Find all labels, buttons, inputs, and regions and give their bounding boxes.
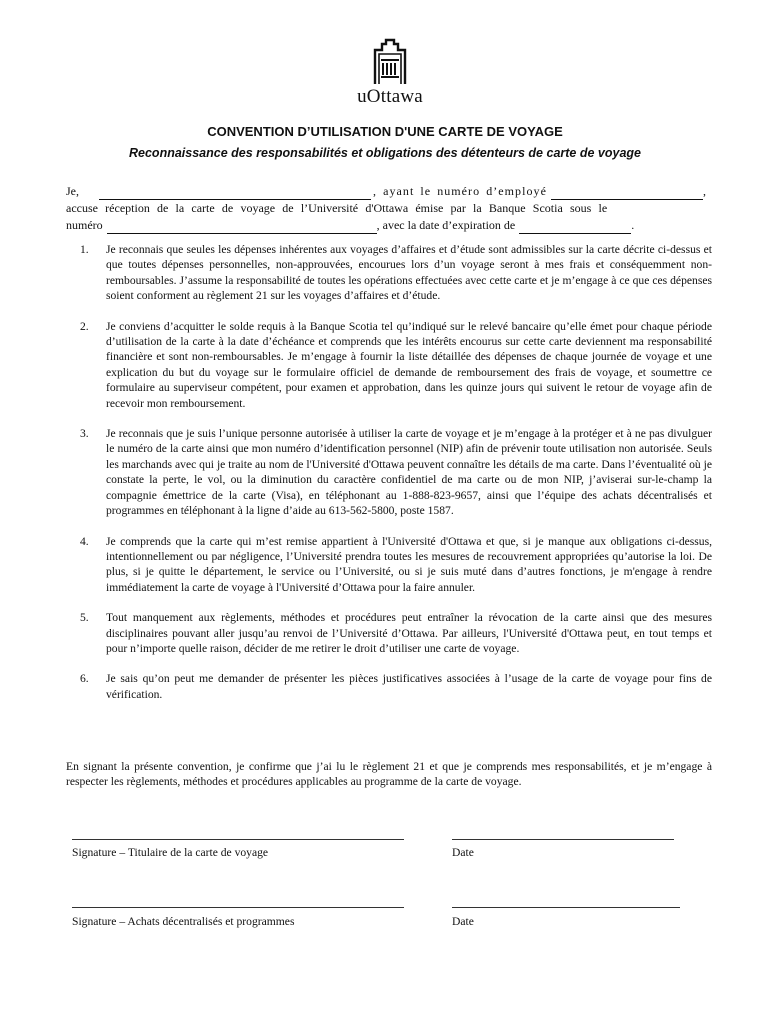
item-text: Je reconnais que je suis l’unique personne autorisée à utiliser la carte de voyage et je m’engage à la protéger et à ne pas divulguer le numéro de la carte ainsi que mon numéro d’identification personnel (NIP) afin de prévenir toute utilisation non autorisée. Seuls les marchands avec qui je traite au nom de l'Université d'Ottawa peuvent connaître les détails de ma carte. Dans l’éventualité où je constate la perte, le vol, ou la diminution du caractère confidentiel de ma carte ou de mon NIP, j’aviserai sur-le-champ la compagnie émettrice de la carte (Visa), en téléphonant au 1-888-823-9657, ainsi que l’équipe des achats décentralisés et programmes en téléphonant à la ligne d’aide au 613-562-5800, poste 1587. — [106, 427, 712, 518]
intro-text-employee: , ayant le numéro d’employé — [373, 184, 547, 198]
cardholder-date-line[interactable] — [452, 839, 674, 840]
item-text: Je comprends que la carte qui m’est remise appartient à l'Université d'Ottawa et que, si je manque aux obligations ci-dessus, intentionnellement ou par négligence, l’Université prendra toutes les mesures de recouvrement appropriées qu’autorise la loi. De plus, si je quitte le département, le service ou l’Université, ou si je suis muté dans d’autres fonctions, je m'engage à rendre immédiatement la carte de voyage à l'Université d’Ottawa pour la faire annuler. — [106, 534, 712, 594]
item-number: 3. — [80, 427, 89, 441]
name-field[interactable] — [99, 187, 371, 200]
employee-number-field[interactable] — [551, 187, 703, 200]
expiration-date-field[interactable] — [519, 221, 631, 234]
document-title: CONVENTION D’UTILISATION D'UNE CARTE DE VOYAGE — [207, 124, 563, 139]
list-item — [66, 242, 712, 304]
intro-paragraph — [66, 183, 712, 234]
intro-line-1 — [66, 183, 712, 200]
purchasing-signature-line[interactable] — [72, 907, 404, 908]
item-number: 6. — [80, 672, 89, 686]
cardholder-signature-line[interactable] — [72, 839, 404, 840]
purchasing-signature-label: Signature – Achats décentralisés et programmes — [72, 915, 295, 928]
cardholder-date-label: Date — [452, 846, 474, 859]
list-item — [66, 671, 712, 702]
list-item — [66, 610, 712, 656]
intro-text-numero: numéro — [66, 218, 103, 232]
intro-line-3 — [66, 217, 712, 234]
card-number-field[interactable] — [107, 221, 377, 234]
closing-paragraph: En signant la présente convention, je confirme que j’ai lu le règlement 21 et que je comprends mes responsabilités, et je m’engage à respecter les règlements, méthodes et procédures applicables au programme de la carte de voyage. — [66, 760, 712, 789]
intro-text-expiration: , avec la date d’expiration de — [376, 218, 516, 232]
item-text: Je sais qu’on peut me demander de présenter les pièces justificatives associées à l’usage de la carte de voyage pour fins de vérification. — [106, 672, 712, 701]
list-item — [66, 426, 712, 518]
list-item — [66, 534, 712, 596]
uottawa-logo — [340, 38, 440, 108]
document-subtitle: Reconnaissance des responsabilités et obligations des détenteurs de carte de voyage — [129, 146, 641, 160]
cardholder-signature-label: Signature – Titulaire de la carte de voyage — [72, 846, 269, 859]
intro-text-period: . — [631, 218, 635, 232]
university-building-icon — [369, 38, 411, 84]
intro-text-je: Je, — [66, 184, 79, 198]
item-number: 4. — [80, 534, 89, 548]
obligations-list — [66, 242, 712, 702]
intro-line-2 — [66, 200, 712, 217]
logo-wordmark: uOttawa — [357, 86, 423, 107]
purchasing-date-label: Date — [452, 915, 474, 928]
purchasing-date-line[interactable] — [452, 907, 680, 908]
item-text: Tout manquement aux règlements, méthodes et procédures peut entraîner la révocation de la carte ainsi que des mesures disciplinaires pouvant aller jusqu’au renvoi de l’Université d’Ottawa. Par ailleurs, l'Université d'Ottawa peut, en tout temps et pour n’importe quelle raison, décider de me retirer le droit d’utiliser une carte de voyage. — [106, 611, 712, 655]
item-number: 5. — [80, 611, 89, 625]
item-text: Je reconnais que seules les dépenses inhérentes aux voyages d’affaires et d’étude sont admissibles sur la carte décrite ci-dessus et que toutes dépenses personnelles, non-approuvées, encourues lors d’un voyage seront à mes frais et conséquemment non-remboursables. J’assume la responsabilité de toutes les opérations effectuées avec cette carte et je m’engage à ce que ces dépenses soient conforment au règlement 21 sur les voyages d’affaires et d’étude. — [106, 243, 712, 303]
intro-text-reception: accuse réception de la carte de voyage de l’Université d'Ottawa émise par la Banque Scotia sous le — [66, 201, 608, 215]
item-text: Je conviens d’acquitter le solde requis à la Banque Scotia tel qu’indiqué sur le relevé bancaire qu’elle émet pour chaque période d’utilisation de la carte à la date d’échéance et comprends que les intérêts encourus sur cette carte deviennent ma responsabilité financière et sont non-remboursables. Je m’engage à fournir la liste détaillée des dépenses de chaque journée de voyage et une explication du but du voyage sur le formulaire officiel de demande de remboursement des frais de voyage, et soumettre ce formulaire au superviseur compétent, pour examen et approbation, dans les quinze jours qui suivent le retour de voyage afin de recevoir mon remboursement. — [106, 319, 712, 410]
intro-text-comma: , — [702, 184, 706, 198]
list-item — [66, 319, 712, 411]
item-number: 2. — [80, 319, 89, 333]
item-number: 1. — [80, 243, 89, 256]
